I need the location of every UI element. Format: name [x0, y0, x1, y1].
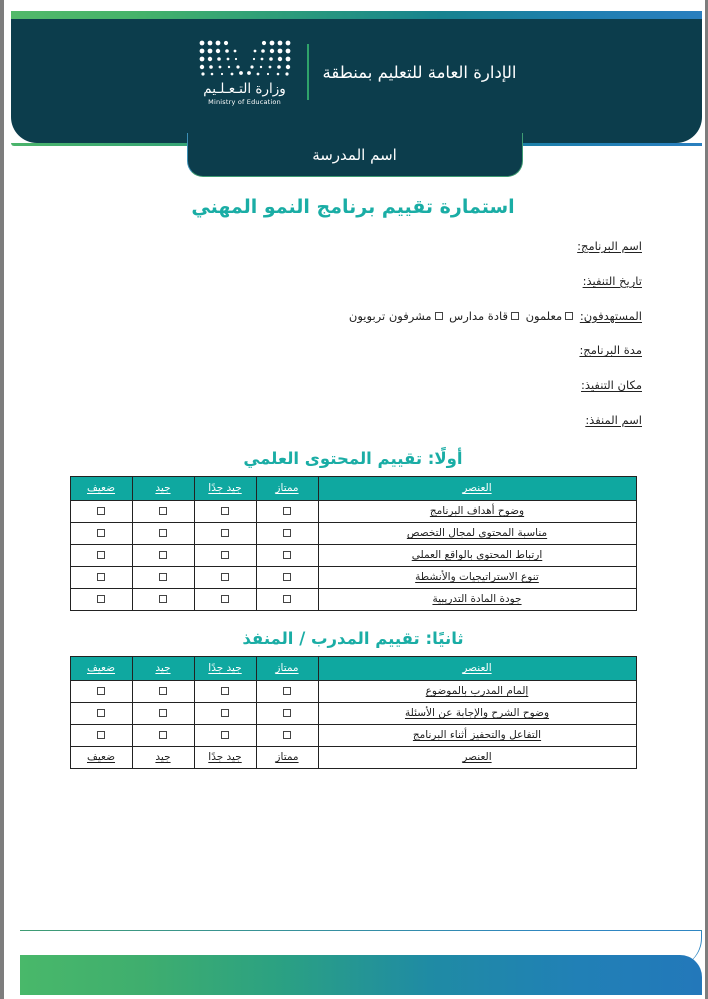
checkbox-good[interactable]: [159, 687, 167, 695]
table-trainer-evaluation: [70, 656, 637, 769]
field-target-audience: [64, 310, 642, 324]
document-content: [64, 196, 642, 769]
row-label: إلمام المدرب بالموضوع: [318, 680, 636, 702]
rating-cell-excellent[interactable]: [256, 500, 318, 522]
rating-cell-weak[interactable]: [70, 680, 132, 702]
rating-cell-excellent[interactable]: [256, 522, 318, 544]
checkbox-good[interactable]: [159, 551, 167, 559]
checkbox-good[interactable]: [159, 529, 167, 537]
rating-cell-very-good[interactable]: [194, 500, 256, 522]
rating-cell-excellent[interactable]: [256, 724, 318, 746]
checkbox-supervisors[interactable]: [435, 312, 443, 320]
table-row: [70, 680, 636, 702]
rating-cell-excellent[interactable]: [256, 702, 318, 724]
checkbox-excellent[interactable]: [283, 507, 291, 515]
field-program-name: [64, 240, 642, 254]
header-content: [11, 19, 702, 143]
checkbox-weak[interactable]: [97, 687, 105, 695]
rating-cell-very-good[interactable]: [194, 522, 256, 544]
ministry-logo: [197, 39, 293, 105]
rating-cell-weak[interactable]: [70, 702, 132, 724]
checkbox-weak[interactable]: [97, 573, 105, 581]
column-header-weak: ضعيف: [70, 656, 132, 680]
form-fields: [64, 240, 642, 428]
checkbox-very-good[interactable]: [221, 595, 229, 603]
rating-cell-weak[interactable]: [70, 522, 132, 544]
section-title-trainer-evaluation: ثانيًا: تقييم المدرب / المنفذ: [242, 628, 464, 648]
checkbox-good[interactable]: [159, 573, 167, 581]
repeat-header-excellent: ممتاز: [256, 746, 318, 768]
column-header-item: العنصر: [318, 656, 636, 680]
repeat-header-weak: ضعيف: [70, 746, 132, 768]
rating-cell-good[interactable]: [132, 680, 194, 702]
field-execution-place: [64, 379, 642, 393]
checkbox-weak[interactable]: [97, 551, 105, 559]
top-gradient-strip: [11, 11, 702, 19]
checkbox-excellent[interactable]: [283, 595, 291, 603]
rating-cell-excellent[interactable]: [256, 680, 318, 702]
rating-cell-very-good[interactable]: [194, 566, 256, 588]
checkbox-excellent[interactable]: [283, 573, 291, 581]
checkbox-excellent[interactable]: [283, 529, 291, 537]
row-label: جودة المادة التدريبية: [318, 588, 636, 610]
footer-gradient-bar: [20, 955, 702, 995]
rating-cell-very-good[interactable]: [194, 724, 256, 746]
checkbox-very-good[interactable]: [221, 551, 229, 559]
rating-cell-good[interactable]: [132, 566, 194, 588]
repeat-header-item: العنصر: [318, 746, 636, 768]
field-execution-date: [64, 275, 642, 289]
rating-cell-very-good[interactable]: [194, 544, 256, 566]
checkbox-good[interactable]: [159, 709, 167, 717]
rating-cell-good[interactable]: [132, 724, 194, 746]
field-executor-name-label: اسم المنفذ:: [585, 412, 642, 427]
section-title-scientific-content: أولًا: تقييم المحتوى العلمي: [243, 448, 463, 468]
column-header-excellent: ممتاز: [256, 476, 318, 500]
checkbox-weak[interactable]: [97, 731, 105, 739]
row-label: وضوح أهداف البرنامج: [318, 500, 636, 522]
option-school-leaders-label: قادة مدارس: [449, 308, 508, 323]
repeat-header-very-good: جيد جدًا: [194, 746, 256, 768]
checkbox-excellent[interactable]: [283, 709, 291, 717]
rating-cell-weak[interactable]: [70, 724, 132, 746]
rating-cell-weak[interactable]: [70, 500, 132, 522]
field-target-audience-label: المستهدفون:: [579, 308, 642, 323]
checkbox-weak[interactable]: [97, 709, 105, 717]
field-executor-name: [64, 414, 642, 428]
rating-cell-good[interactable]: [132, 588, 194, 610]
school-name-text: اسم المدرسة: [312, 145, 397, 164]
checkbox-weak[interactable]: [97, 507, 105, 515]
checkbox-weak[interactable]: [97, 529, 105, 537]
field-program-duration-label: مدة البرنامج:: [579, 343, 642, 358]
field-program-name-label: اسم البرنامج:: [577, 239, 642, 253]
rating-cell-weak[interactable]: [70, 544, 132, 566]
row-label: وضوح الشرح والإجابة عن الأسئلة: [318, 702, 636, 724]
rating-cell-excellent[interactable]: [256, 544, 318, 566]
table-row: [70, 544, 636, 566]
checkbox-excellent[interactable]: [283, 731, 291, 739]
table-row: [70, 500, 636, 522]
column-header-item: العنصر: [318, 476, 636, 500]
row-label: التفاعل والتحفيز أثناء البرنامج: [318, 724, 636, 746]
rating-cell-good[interactable]: [132, 522, 194, 544]
row-label: ارتباط المحتوى بالواقع العملي: [318, 544, 636, 566]
column-header-good: جيد: [132, 656, 194, 680]
row-label: مناسبة المحتوى لمجال التخصص: [318, 522, 636, 544]
column-header-very-good: جيد جدًا: [194, 476, 256, 500]
table-row: [70, 702, 636, 724]
checkbox-very-good[interactable]: [221, 687, 229, 695]
table-row: [70, 588, 636, 610]
checkbox-teachers[interactable]: [565, 312, 573, 320]
checkbox-excellent[interactable]: [283, 551, 291, 559]
checkbox-very-good[interactable]: [221, 529, 229, 537]
option-teachers-label: معلمون: [525, 308, 563, 323]
checkbox-school-leaders[interactable]: [511, 312, 519, 320]
table-row: [70, 522, 636, 544]
table-header-row: [70, 656, 636, 680]
rating-cell-excellent[interactable]: [256, 588, 318, 610]
rating-cell-good[interactable]: [132, 500, 194, 522]
column-header-weak: ضعيف: [70, 476, 132, 500]
table-repeat-header-row: [70, 746, 636, 768]
checkbox-very-good[interactable]: [221, 573, 229, 581]
table-header-row: [70, 476, 636, 500]
repeat-header-good: جيد: [132, 746, 194, 768]
field-program-duration: [64, 344, 642, 358]
organization-name: الإدارة العامة للتعليم بمنطقة: [322, 62, 517, 82]
rating-cell-weak[interactable]: [70, 566, 132, 588]
table-row: [70, 724, 636, 746]
column-header-very-good: جيد جدًا: [194, 656, 256, 680]
rating-cell-very-good[interactable]: [194, 680, 256, 702]
rating-cell-very-good[interactable]: [194, 702, 256, 724]
ministry-of-education-logo-icon: [197, 39, 293, 79]
ministry-logo-arabic-text: وزارة التـعـلـيم: [203, 81, 286, 97]
rating-cell-very-good[interactable]: [194, 588, 256, 610]
checkbox-very-good[interactable]: [221, 731, 229, 739]
checkbox-excellent[interactable]: [283, 687, 291, 695]
field-execution-place-label: مكان التنفيذ:: [581, 378, 642, 393]
school-name-box: [187, 133, 523, 177]
option-supervisors-label: مشرفون تربويون: [348, 308, 432, 323]
ministry-logo-english-text: Ministry of Education: [208, 97, 281, 106]
table-row: [70, 566, 636, 588]
rating-cell-excellent[interactable]: [256, 566, 318, 588]
checkbox-weak[interactable]: [97, 595, 105, 603]
checkbox-good[interactable]: [159, 595, 167, 603]
column-header-excellent: ممتاز: [256, 656, 318, 680]
rating-cell-weak[interactable]: [70, 588, 132, 610]
page-title: استمارة تقييم برنامج النمو المهني: [191, 196, 515, 218]
row-label: تنوع الاستراتيجيات والأنشطة: [318, 566, 636, 588]
logo-divider: [307, 44, 309, 100]
rating-cell-good[interactable]: [132, 544, 194, 566]
column-header-good: جيد: [132, 476, 194, 500]
checkbox-very-good[interactable]: [221, 709, 229, 717]
table-scientific-content: [70, 476, 637, 611]
checkbox-good[interactable]: [159, 507, 167, 515]
field-execution-date-label: تاريخ التنفيذ:: [582, 273, 642, 288]
checkbox-good[interactable]: [159, 731, 167, 739]
checkbox-very-good[interactable]: [221, 507, 229, 515]
rating-cell-good[interactable]: [132, 702, 194, 724]
